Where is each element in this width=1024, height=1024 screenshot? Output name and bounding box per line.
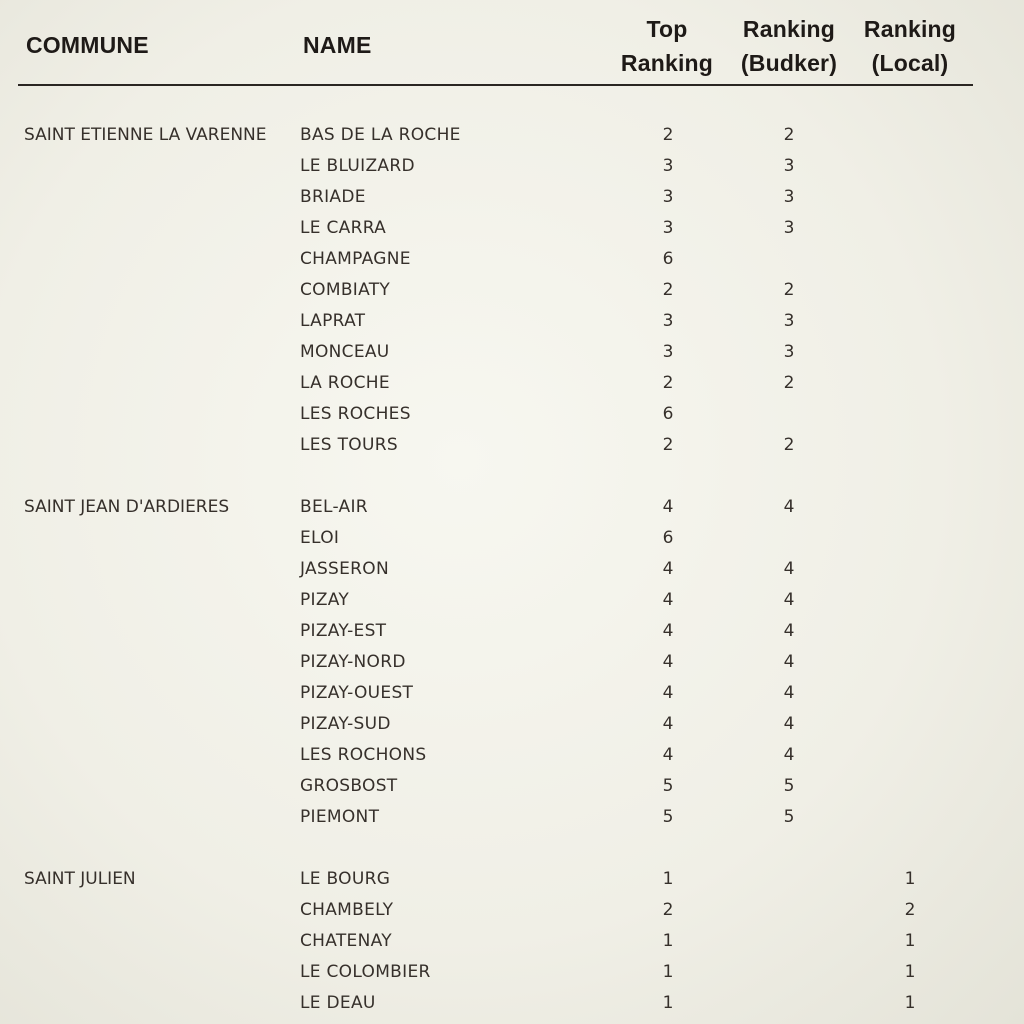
table-row [0,554,1024,585]
top-ranking-cell: 6 [662,249,674,269]
name-cell: CHAMPAGNE [300,249,411,269]
ranking-budker-cell: 5 [783,776,795,796]
header-ranking-local-line2: (Local) [871,50,949,76]
ranking-budker-cell: 2 [783,280,795,300]
top-ranking-cell: 3 [662,156,674,176]
name-cell: LE BOURG [300,869,391,889]
table-row [0,120,1024,151]
ranking-budker-cell: 2 [783,435,795,455]
top-ranking-cell: 1 [662,993,674,1013]
top-ranking-cell: 5 [662,776,674,796]
ranking-budker-cell: 4 [783,621,795,641]
ranking-local-cell: 1 [904,993,916,1013]
name-cell: BRIADE [300,187,366,207]
ranking-budker-cell: 3 [783,218,795,238]
ranking-local-cell: 2 [904,900,916,920]
name-cell: PIZAY-OUEST [300,683,414,703]
table-body [0,120,1024,1019]
table-row [0,275,1024,306]
top-ranking-cell: 1 [662,931,674,951]
top-ranking-cell: 4 [662,745,674,765]
ranking-budker-cell: 4 [783,559,795,579]
header-ranking-local [855,12,965,80]
table-row [0,337,1024,368]
name-cell: MONCEAU [300,342,390,362]
table-row [0,895,1024,926]
name-cell: COMBIATY [300,280,391,300]
top-ranking-cell: 2 [662,900,674,920]
name-cell: ELOI [300,528,340,548]
header-ranking-budker-line2: (Budker) [740,50,838,76]
name-cell: PIZAY-SUD [300,714,391,734]
table-row [0,585,1024,616]
top-ranking-cell: 6 [662,528,674,548]
header-ranking-budker-line1: Ranking [742,16,836,42]
top-ranking-cell: 3 [662,218,674,238]
top-ranking-cell: 4 [662,497,674,517]
name-cell: LE CARRA [300,218,387,238]
ranking-budker-cell: 4 [783,683,795,703]
ranking-budker-cell: 3 [783,311,795,331]
top-ranking-cell: 3 [662,342,674,362]
top-ranking-cell: 3 [662,187,674,207]
top-ranking-cell: 2 [662,373,674,393]
table-row [0,647,1024,678]
top-ranking-cell: 4 [662,714,674,734]
top-ranking-cell: 3 [662,311,674,331]
ranking-budker-cell: 4 [783,714,795,734]
name-cell: LES TOURS [300,435,398,455]
ranking-budker-cell: 2 [783,125,795,145]
table-row [0,988,1024,1019]
table-row [0,244,1024,275]
top-ranking-cell: 2 [662,125,674,145]
top-ranking-cell: 4 [662,683,674,703]
table-row [0,957,1024,988]
table-row [0,399,1024,430]
header-top-ranking-line1: Top [646,16,688,42]
table-row [0,368,1024,399]
name-cell: BEL-AIR [300,497,368,517]
name-cell: LES ROCHONS [300,745,427,765]
name-cell: PIEMONT [300,807,380,827]
name-cell: LE DEAU [300,993,376,1013]
top-ranking-cell: 1 [662,869,674,889]
ranking-budker-cell: 4 [783,652,795,672]
table-row [0,678,1024,709]
ranking-budker-cell: 2 [783,373,795,393]
table-row [0,864,1024,895]
name-cell: JASSERON [300,559,389,579]
name-cell: LE BLUIZARD [300,156,415,176]
table-row [0,771,1024,802]
ranking-budker-cell: 3 [783,342,795,362]
top-ranking-cell: 4 [662,621,674,641]
table-row [0,616,1024,647]
name-cell: CHAMBELY [300,900,394,920]
header-commune: COMMUNE [26,32,149,58]
name-cell: LE COLOMBIER [300,962,431,982]
header-ranking-local-line1: Ranking [863,16,957,42]
ranking-budker-cell: 4 [783,497,795,517]
ranking-local-cell: 1 [904,962,916,982]
name-cell: LES ROCHES [300,404,411,424]
header-divider [18,84,973,86]
top-ranking-cell: 2 [662,435,674,455]
name-cell: PIZAY-EST [300,621,387,641]
header-ranking-budker [730,12,848,80]
header-top-ranking [612,12,722,80]
table-row [0,709,1024,740]
name-cell: PIZAY [300,590,350,610]
top-ranking-cell: 4 [662,559,674,579]
ranking-budker-cell: 4 [783,745,795,765]
header-name: NAME [303,32,372,58]
name-cell: LA ROCHE [300,373,390,393]
ranking-budker-cell: 4 [783,590,795,610]
table-row [0,213,1024,244]
ranking-budker-cell: 5 [783,807,795,827]
table-row [0,492,1024,523]
ranking-local-cell: 1 [904,931,916,951]
name-cell: PIZAY-NORD [300,652,406,672]
name-cell: GROSBOST [300,776,398,796]
commune-cell: SAINT ETIENNE LA VARENNE [24,125,267,145]
name-cell: BAS DE LA ROCHE [300,125,461,145]
table-row [0,802,1024,833]
table-row [0,151,1024,182]
table-row [0,926,1024,957]
top-ranking-cell: 4 [662,652,674,672]
table-row [0,306,1024,337]
name-cell: CHATENAY [300,931,392,951]
table-row [0,430,1024,461]
top-ranking-cell: 6 [662,404,674,424]
header-top-ranking-line2: Ranking [620,50,714,76]
table-row [0,523,1024,554]
name-cell: LAPRAT [300,311,366,331]
top-ranking-cell: 1 [662,962,674,982]
ranking-budker-cell: 3 [783,187,795,207]
top-ranking-cell: 4 [662,590,674,610]
table-row [0,740,1024,771]
commune-cell: SAINT JEAN D'ARDIERES [24,497,230,517]
ranking-local-cell: 1 [904,869,916,889]
table-row [0,182,1024,213]
ranking-budker-cell: 3 [783,156,795,176]
top-ranking-cell: 5 [662,807,674,827]
top-ranking-cell: 2 [662,280,674,300]
commune-cell: SAINT JULIEN [24,869,136,889]
